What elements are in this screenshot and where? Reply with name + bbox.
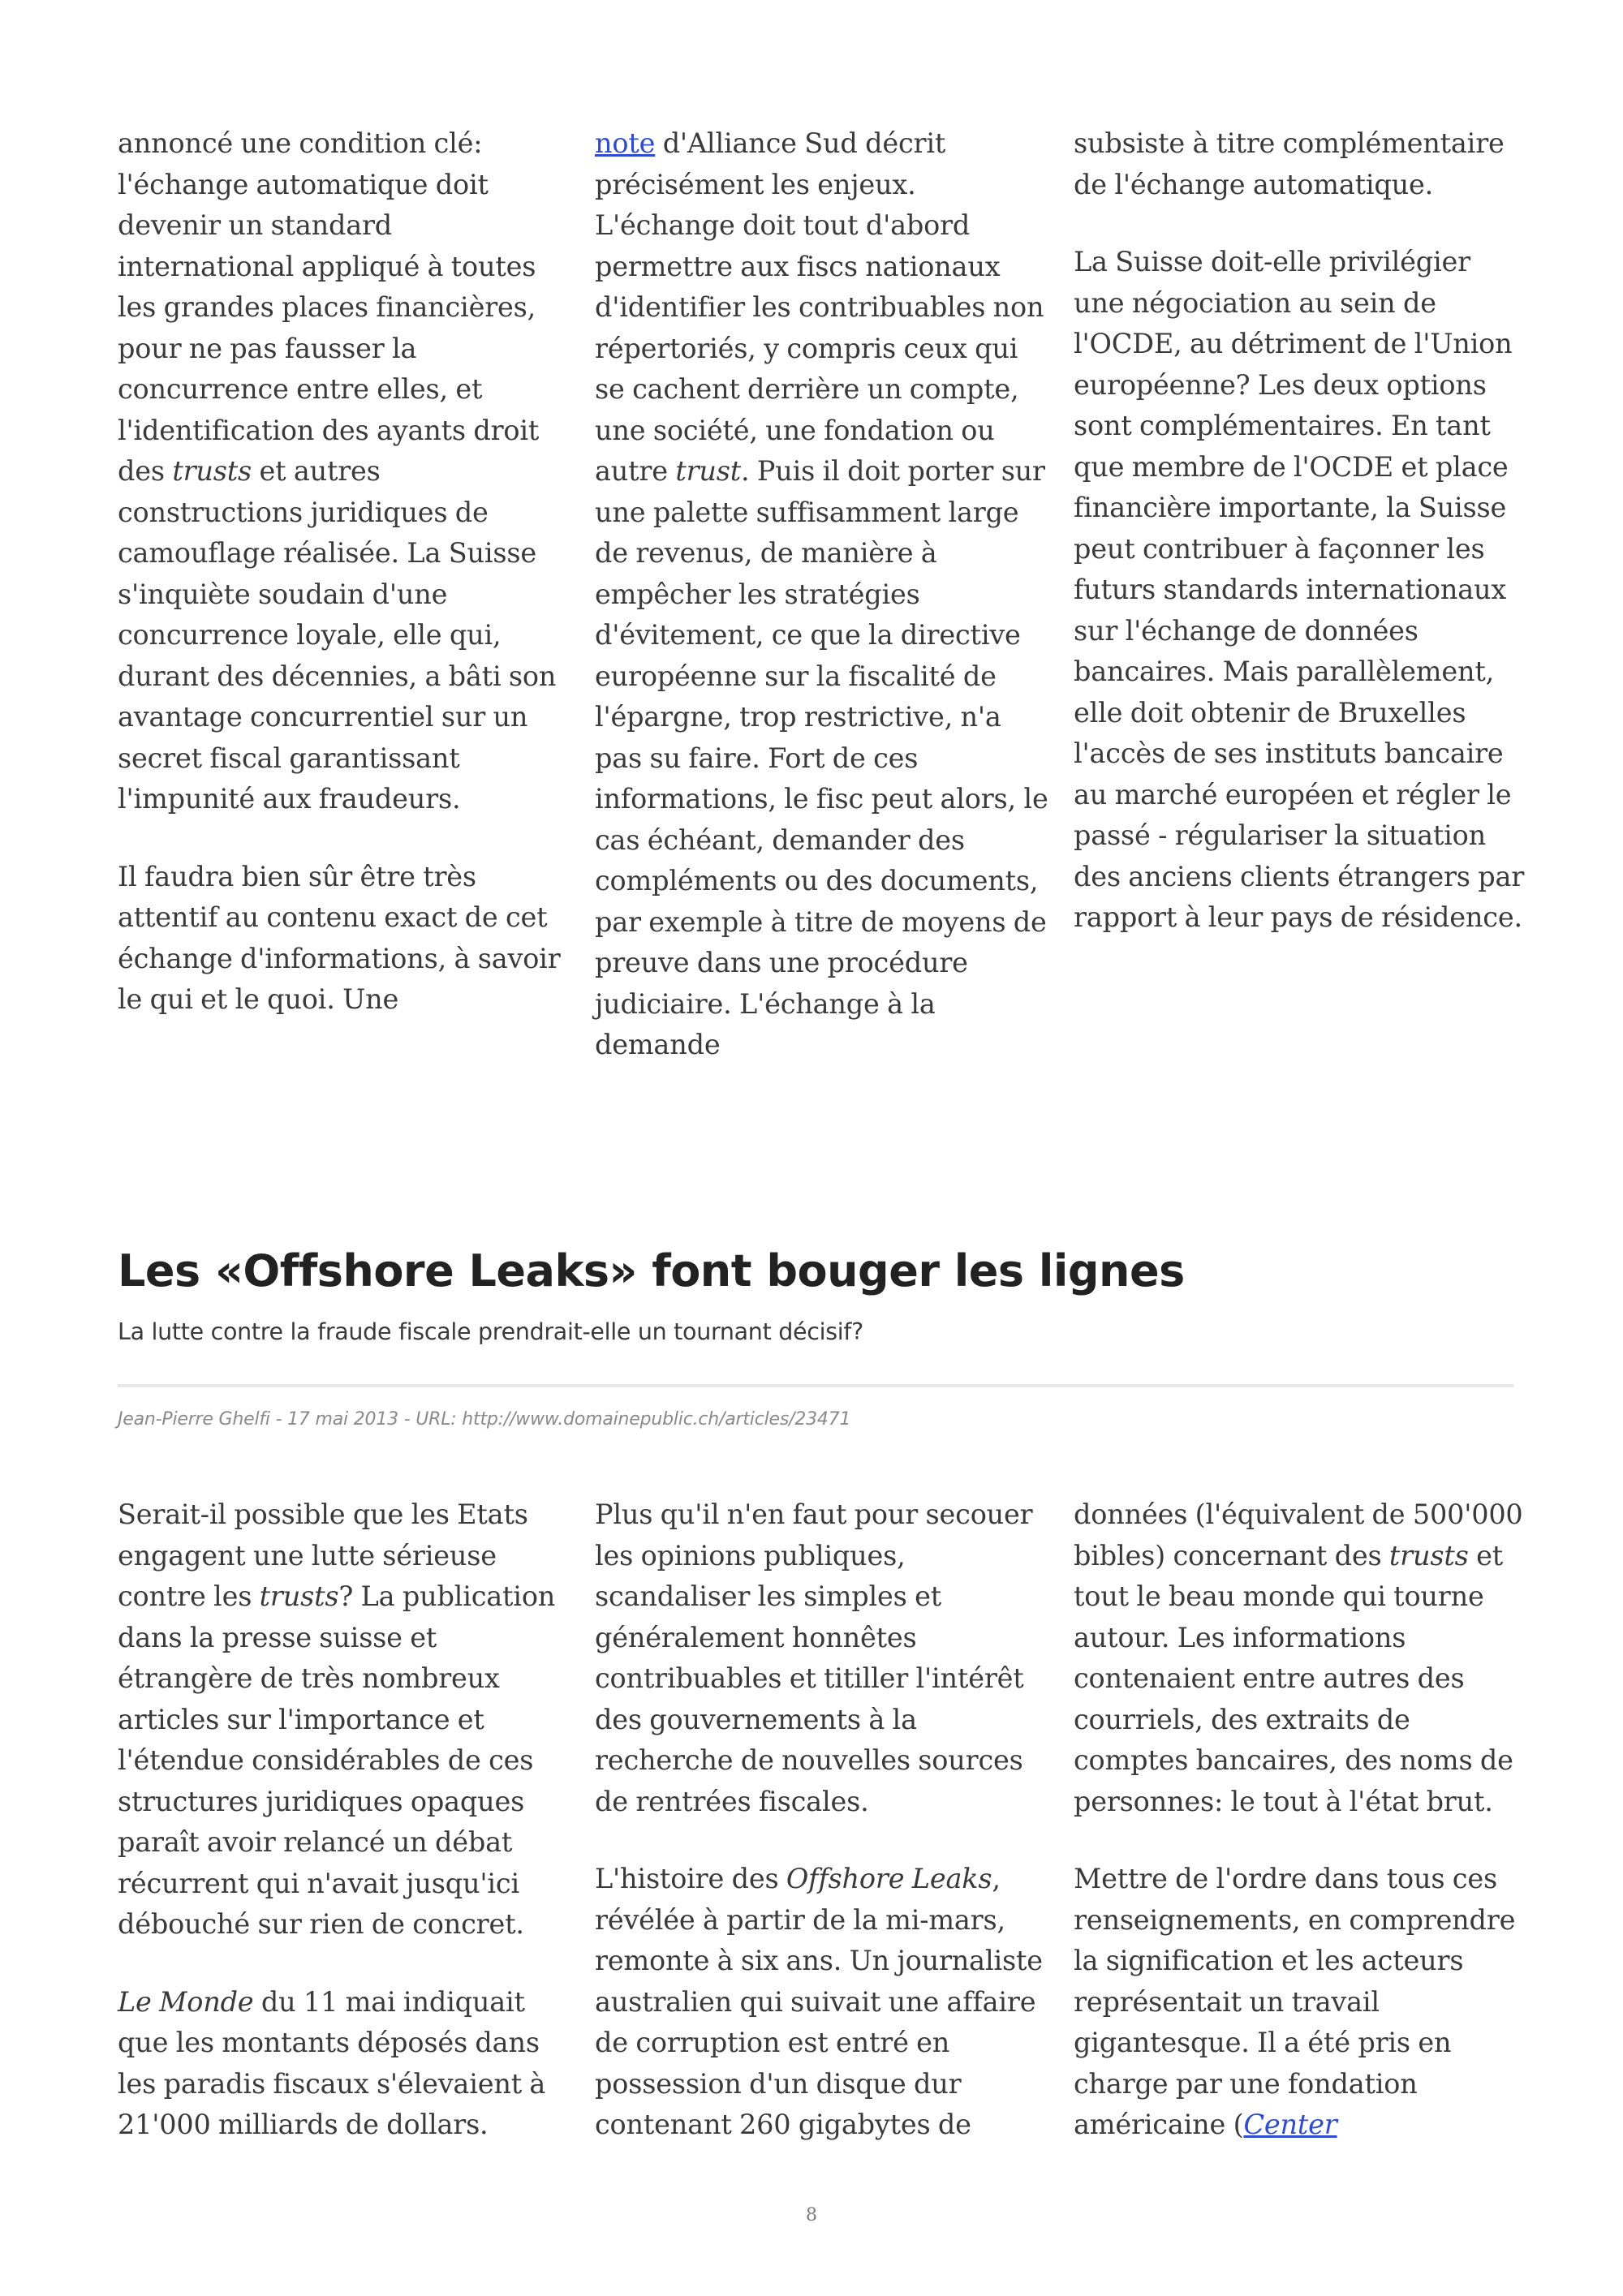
paragraph: subsiste à titre complémentaire de l'échange automatique. — [1074, 127, 1505, 200]
paragraph: Il faudra bien sûr être très attentif au contenu exact de cet échange d'informations, à savoir le qui et le quoi. Une — [118, 860, 561, 1015]
paragraph: note d'Alliance Sud décrit précisément les enjeux. L'échange doit tout d'abord permettre aux fiscs nationaux d'identifier les contribuables non répertoriés, y compris ceux qui se cachent derrière un compte, une société, une fondation ou autre trust. Puis il doit porter sur une palette suffisamment large de revenus, de manière à empêcher les stratégies d'évitement, ce que la directive européenne sur la fiscalité de l'épargne, trop restrictive, n'a pas su faire. Fort de ces informations, le fisc peut alors, le cas échéant, demander des compléments ou des documents, par exemple à titre de moyens de preuve dans une procédure judiciaire. L'échange à la demande — [595, 127, 1048, 1060]
article-column-2 — [595, 1494, 1049, 2146]
center-link[interactable]: Center — [1243, 2109, 1337, 2140]
article-meta: Jean-Pierre Ghelfi - 17 mai 2013 - URL: http://www.domainepublic.ch/articles/23471 — [118, 1409, 851, 1430]
paragraph: Mettre de l'ordre dans tous ces renseignements, en comprendre la signification et les acteurs représentait un travail gigantesque. Il a été pris en charge par une fondation américaine (Center — [1074, 1863, 1516, 2140]
paragraph: annoncé une condition clé: l'échange automatique doit devenir un standard international appliqué à toutes les grandes places financières, pour ne pas fausser la concurrence entre elles, et l'identification des ayants droit des trusts et autres constructions juridiques de camouflage réalisée. La Suisse s'inquiète soudain d'une concurrence loyale, elle qui, durant des décennies, a bâti son avantage concurrentiel sur un secret fiscal garantissant l'impunité aux fraudeurs. — [118, 127, 557, 815]
paragraph: Plus qu'il n'en faut pour secouer les opinions publiques, scandaliser les simples et généralement honnêtes contribuables et titiller l'intérêt des gouvernements à la recherche de nouvelles sources de rentrées fiscales. — [595, 1498, 1033, 1817]
top-column-1 — [118, 123, 572, 1021]
note-link[interactable]: note — [595, 127, 656, 159]
header-divider — [118, 1384, 1513, 1387]
paragraph: La Suisse doit-elle privilégier une négociation au sein de l'OCDE, au détriment de l'Union européenne? Les deux options sont complémentaires. En tant que membre de l'OCDE et place financière importante, la Suisse peut contribuer à façonner les futurs standards internationaux sur l'échange de données bancaires. Mais parallèlement, elle doit obtenir de Bruxelles l'accès de ses instituts bancaire au marché européen et régler le passé - régulariser la situation des anciens clients étrangers par rapport à leur pays de résidence. — [1074, 246, 1525, 933]
article-subtitle: La lutte contre la fraude fiscale prendrait-elle un tournant décisif? — [118, 1318, 863, 1345]
article-column-1 — [118, 1494, 572, 2146]
top-column-3 — [1074, 123, 1528, 939]
article-title: Les «Offshore Leaks» font bouger les lignes — [118, 1245, 1185, 1296]
top-column-2 — [595, 123, 1049, 1066]
paragraph: L'histoire des Offshore Leaks, révélée à partir de la mi-mars, remonte à six ans. Un journaliste australien qui suivait une affaire de corruption est entré en possession d'un disque dur contenant 260 gigabytes de — [595, 1863, 1043, 2140]
paragraph: Serait-il possible que les Etats engagent une lutte sérieuse contre les trusts? La publication dans la presse suisse et étrangère de très nombreux articles sur l'importance et l'étendue considérables de ces structures juridiques opaques paraît avoir relancé un débat récurrent qui n'avait jusqu'ici débouché sur rien de concret. — [118, 1498, 556, 1940]
article-column-3 — [1074, 1494, 1528, 2146]
paragraph: données (l'équivalent de 500'000 bibles) concernant des trusts et tout le beau monde qui tourne autour. Les informations contenaient entre autres des courriels, des extraits de comptes bancaires, des noms de personnes: le tout à l'état brut. — [1074, 1498, 1523, 1817]
paragraph: Le Monde du 11 mai indiquait que les montants déposés dans les paradis fiscaux s'élevaient à 21'000 milliards de dollars. — [118, 1985, 546, 2140]
page-number: 8 — [806, 2205, 817, 2225]
